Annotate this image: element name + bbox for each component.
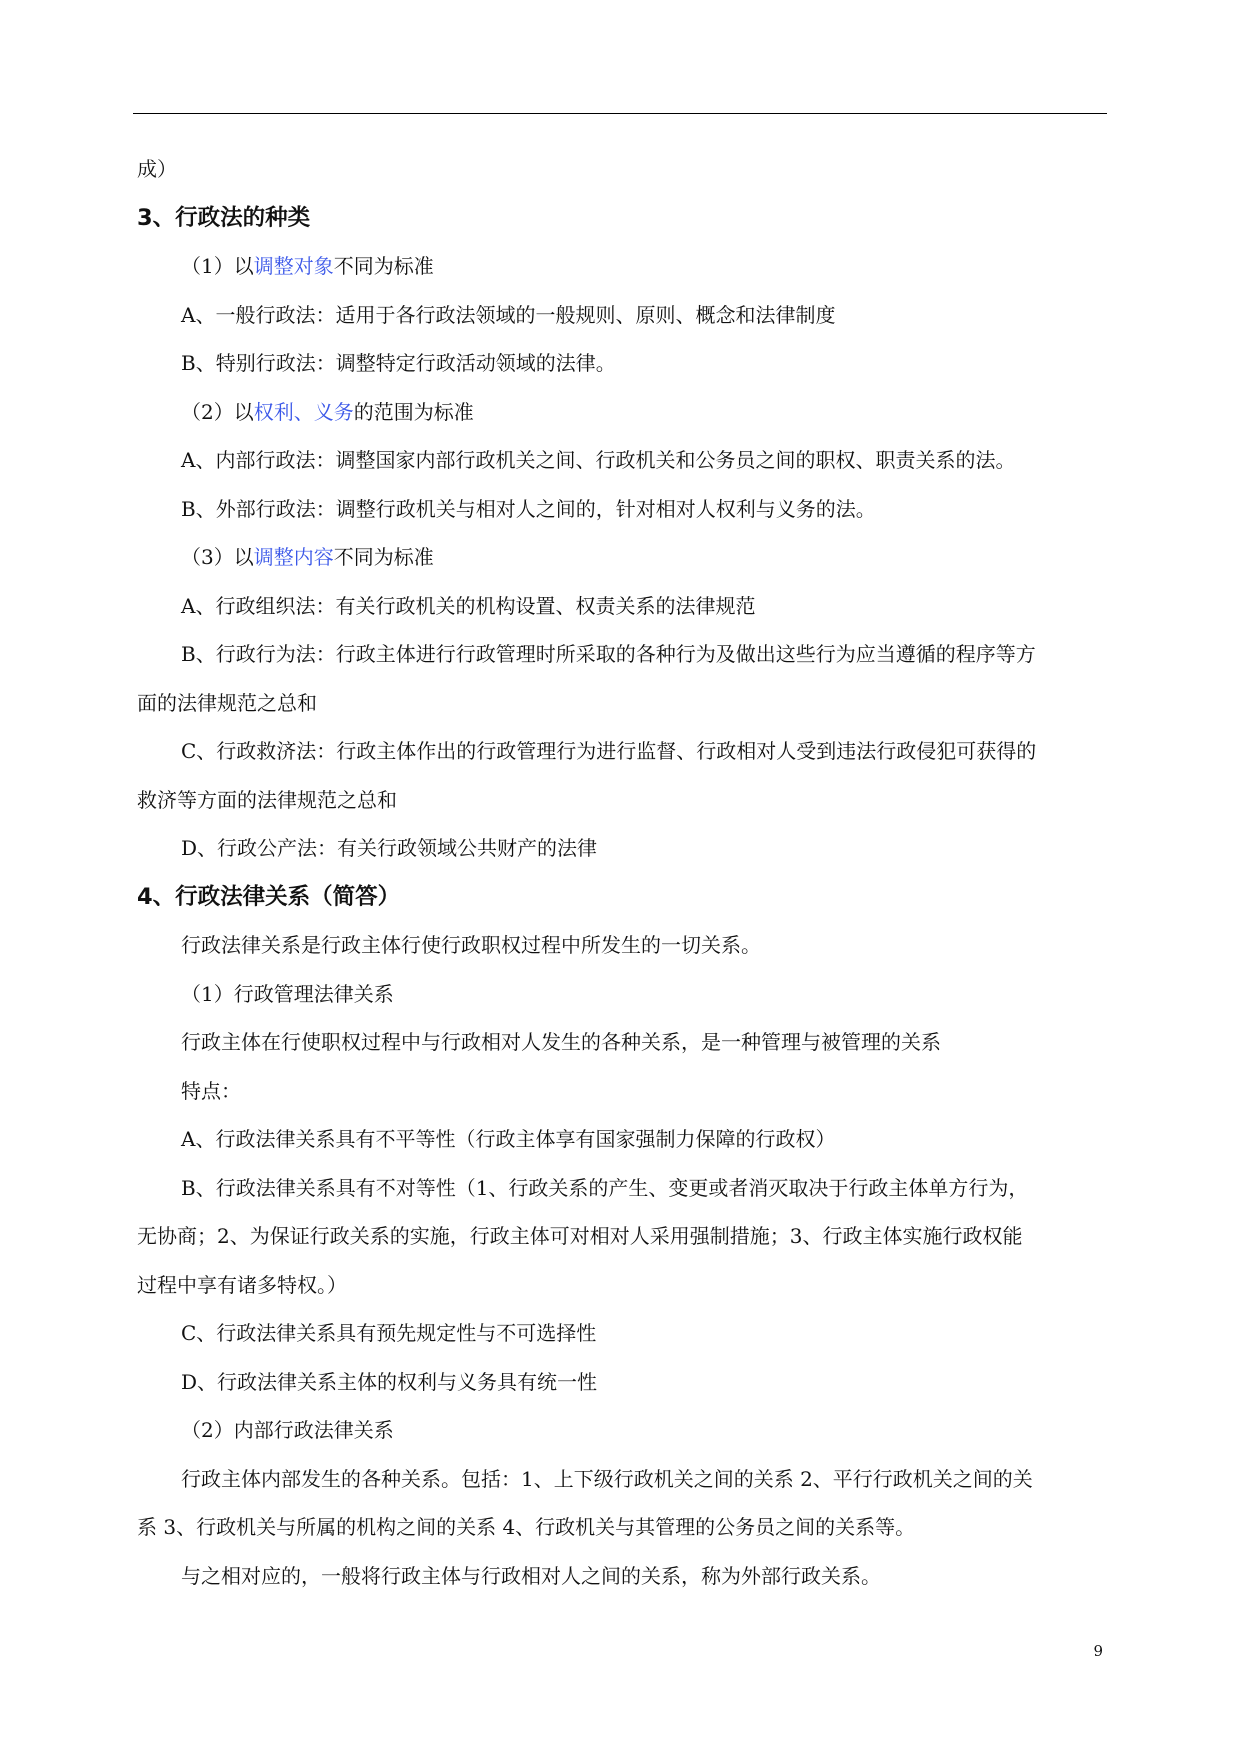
- text-line: C、行政法律关系具有预先规定性与不可选择性: [181, 1321, 597, 1345]
- text-line: 特点：: [181, 1078, 241, 1103]
- text-line: 成）: [137, 157, 177, 181]
- text-line: 过程中享有诸多特权。）: [137, 1272, 347, 1297]
- text-line: C、行政救济法：行政主体作出的行政管理行为进行监督、行政相对人受到违法行政侵犯可获得的: [181, 739, 1037, 763]
- text-line: [137, 533, 1107, 582]
- section-heading: 4、行政法律关系（简答）: [137, 883, 401, 910]
- text-line: 行政法律关系是行政主体行使行政职权过程中所发生的一切关系。: [181, 933, 761, 957]
- text-line: A、行政法律关系具有不平等性（行政主体享有国家强制力保障的行政权）: [181, 1127, 836, 1151]
- text-line: B、特别行政法：调整特定行政活动领域的法律。: [181, 351, 616, 375]
- text-span: （2）以: [181, 399, 254, 424]
- text-line: （1）行政管理法律关系: [181, 981, 394, 1006]
- header-rule: [133, 113, 1107, 114]
- text-line: A、内部行政法：调整国家内部行政机关之间、行政机关和公务员之间的职权、职责关系的法。: [181, 448, 1016, 472]
- page-body: [137, 145, 1107, 1600]
- text-line: 救济等方面的法律规范之总和: [137, 787, 397, 812]
- section-heading: 3、行政法的种类: [137, 204, 311, 231]
- text-line: A、行政组织法：有关行政机关的机构设置、权责关系的法律规范: [181, 593, 756, 618]
- text-line: 系 3、行政机关与所属的机构之间的关系 4、行政机关与其管理的公务员之间的关系等。: [137, 1515, 916, 1539]
- text-line: （2）内部行政法律关系: [181, 1418, 394, 1442]
- page-number: 9: [1093, 1642, 1103, 1660]
- text-span: 不同为标准: [333, 545, 434, 569]
- text-line: [137, 242, 1107, 291]
- text-line: 与之相对应的，一般将行政主体与行政相对人之间的关系，称为外部行政关系。: [181, 1563, 881, 1588]
- text-line: B、外部行政法：调整行政机关与相对人之间的，针对相对人权利与义务的法。: [181, 496, 876, 521]
- text-line: 面的法律规范之总和: [137, 690, 317, 715]
- text-line: A、一般行政法：适用于各行政法领域的一般规则、原则、概念和法律制度: [181, 302, 836, 327]
- text-span: 的范围为标准: [353, 399, 474, 424]
- hyperlink[interactable]: 权利、义务: [253, 399, 354, 424]
- hyperlink[interactable]: 调整内容: [253, 545, 334, 569]
- text-line: 行政主体内部发生的各种关系。包括：1、上下级行政机关之间的关系 2、平行行政机关之间的关: [181, 1466, 1033, 1491]
- text-span: （3）以: [181, 545, 254, 569]
- text-line: B、行政行为法：行政主体进行行政管理时所采取的各种行为及做出这些行为应当遵循的程序等方: [181, 642, 1036, 666]
- text-line: 无协商；2、为保证行政关系的实施，行政主体可对相对人采用强制措施；3、行政主体实施行政权能: [137, 1224, 1023, 1248]
- text-line: B、行政法律关系具有不对等性（1、行政关系的产生、变更或者消灭取决于行政主体单方行为，: [181, 1175, 1029, 1200]
- hyperlink[interactable]: 调整对象: [253, 254, 334, 278]
- text-line: D、行政公产法：有关行政领域公共财产的法律: [181, 836, 598, 860]
- text-line: 行政主体在行使职权过程中与行政相对人发生的各种关系，是一种管理与被管理的关系: [181, 1030, 941, 1054]
- text-line: [137, 388, 1107, 437]
- text-line: D、行政法律关系主体的权利与义务具有统一性: [181, 1369, 598, 1394]
- text-span: （1）以: [181, 254, 254, 278]
- text-span: 不同为标准: [333, 254, 434, 278]
